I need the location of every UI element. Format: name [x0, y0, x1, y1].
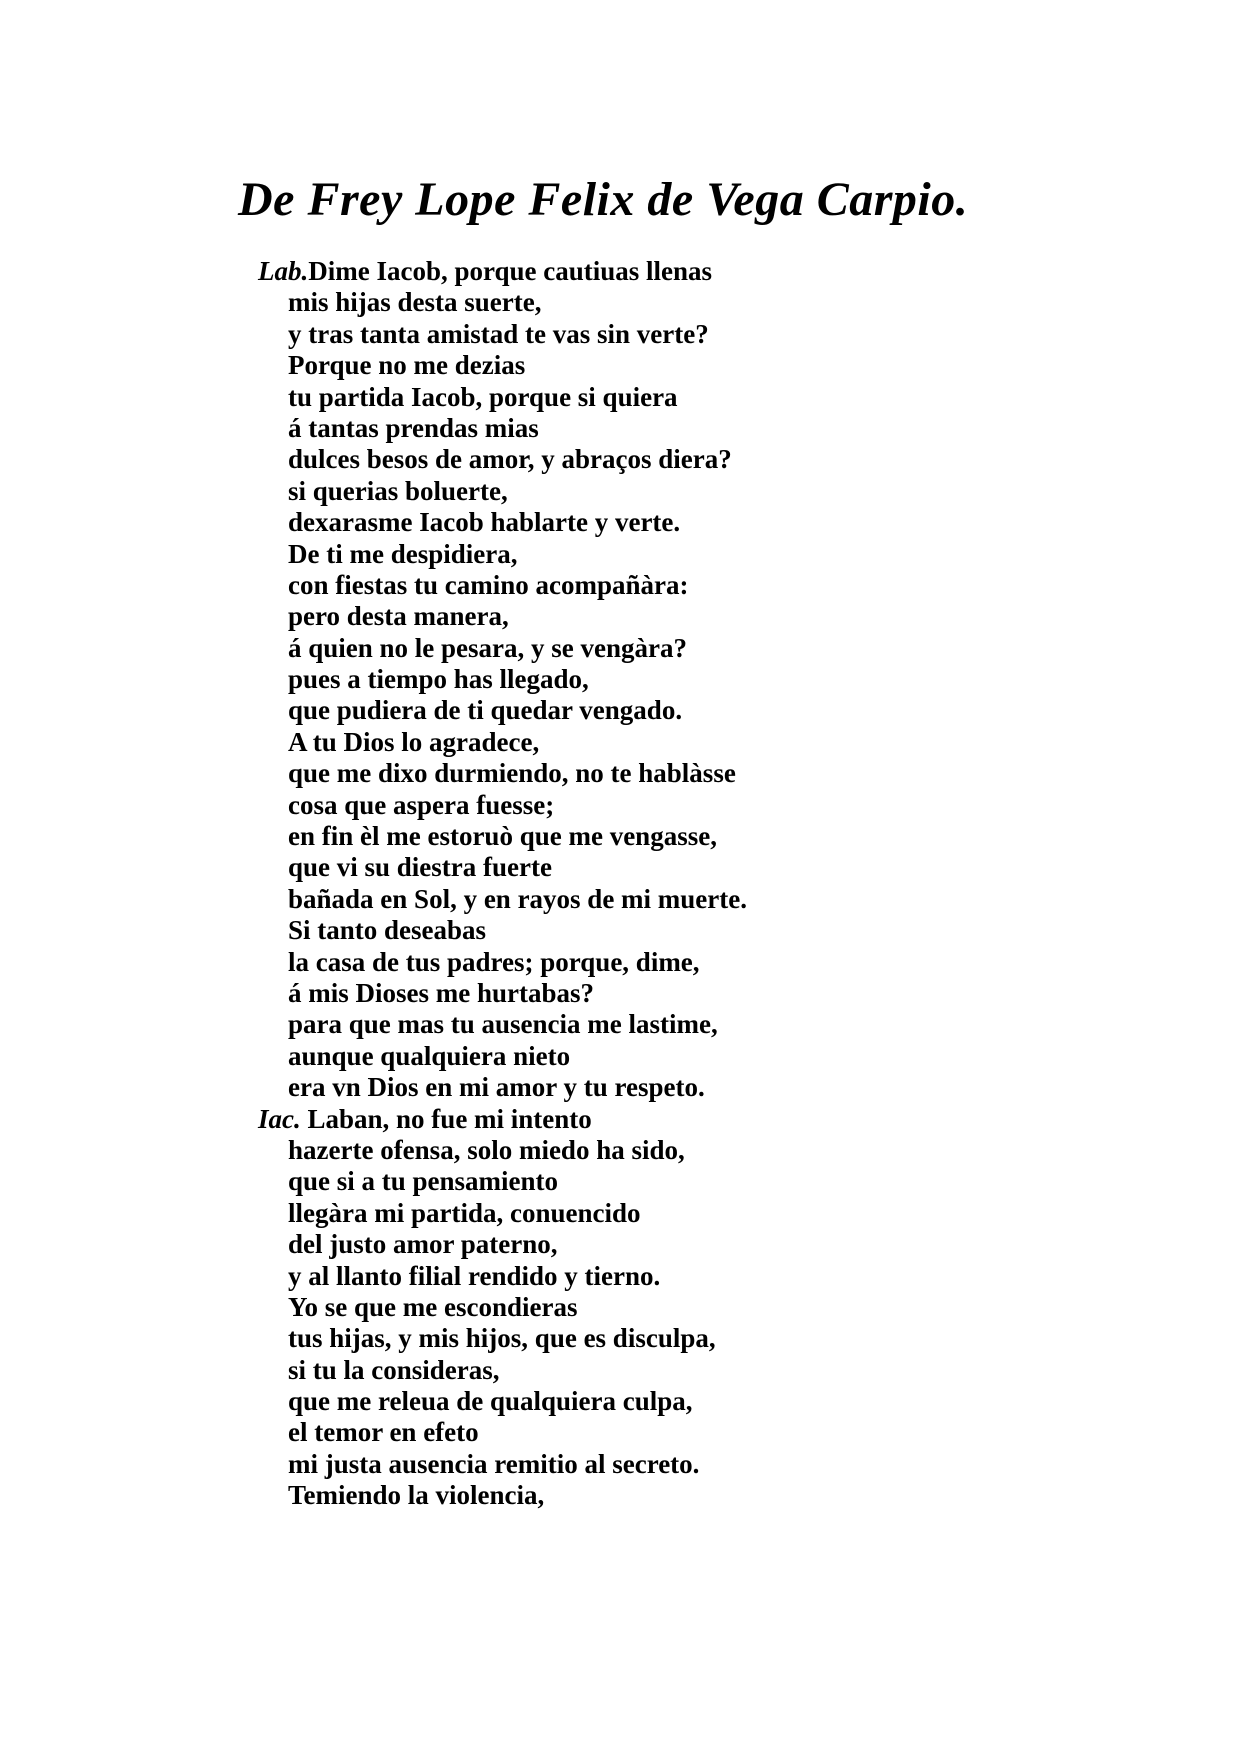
verse-line: tus hijas, y mis hijos, que es disculpa, — [288, 1323, 716, 1354]
verse-line: con fiestas tu camino acompañàra: — [288, 569, 689, 600]
verse-line: á mis Dioses me hurtabas? — [288, 977, 595, 1008]
verse-line: que pudiera de ti quedar vengado. — [288, 695, 683, 726]
verse-line: mis hijas desta suerte, — [288, 287, 542, 318]
verse-line: para que mas tu ausencia me lastime, — [288, 1009, 718, 1040]
verse-line-text: Dime Iacob, porque cautiuas llenas — [308, 256, 713, 286]
verse-line: que me dixo durmiendo, no te hablàsse — [288, 758, 736, 789]
verse-line: que vi su diestra fuerte — [288, 852, 552, 883]
speaker-label: Iac. — [258, 1103, 301, 1134]
verse-line: en fin èl me estoruò que me vengasse, — [288, 821, 717, 852]
verse-line: Si tanto deseabas — [288, 915, 487, 946]
verse-line: aunque qualquiera nieto — [288, 1040, 571, 1071]
verse-line: á quien no le pesara, y se vengàra? — [288, 632, 688, 663]
verse-line: cosa que aspera fuesse; — [288, 789, 555, 820]
verse-line: del justo amor paterno, — [288, 1229, 558, 1260]
verse-line: si tu la consideras, — [288, 1354, 500, 1385]
verse-line: Temiendo la violencia, — [288, 1480, 545, 1511]
verse-line: á tantas prendas mias — [288, 412, 539, 443]
verse-line-text: Laban, no fue mi intento — [307, 1103, 592, 1134]
verse-line: y tras tanta amistad te vas sin verte? — [288, 318, 709, 349]
verse-line: llegàra mi partida, conuencido — [288, 1197, 641, 1228]
verse-line — [258, 256, 1188, 287]
verse-line: que me releua de qualquiera culpa, — [288, 1386, 693, 1417]
verse-line: bañada en Sol, y en rayos de mi muerte. — [288, 883, 747, 914]
verse-line: dulces besos de amor, y abraços diera? — [288, 444, 732, 475]
verse-line: mi justa ausencia remitio al secreto. — [288, 1448, 700, 1479]
verse-line: A tu Dios lo agradece, — [288, 726, 540, 757]
verse-line: la casa de tus padres; porque, dime, — [288, 946, 700, 977]
verse-line — [258, 1104, 1188, 1135]
verse-line: De ti me despidiera, — [288, 538, 518, 569]
verse-line: y al llanto filial rendido y tierno. — [288, 1260, 661, 1291]
verse-line: pero desta manera, — [288, 601, 509, 632]
verse-text — [258, 256, 1188, 1512]
verse-line: tu partida Iacob, porque si quiera — [288, 381, 678, 412]
verse-line: dexarasme Iacob hablarte y verte. — [288, 507, 681, 538]
verse-line: era vn Dios en mi amor y tu respeto. — [288, 1072, 705, 1103]
verse-line: pues a tiempo has llegado, — [288, 664, 589, 695]
verse-line: hazerte ofensa, solo miedo ha sido, — [288, 1134, 685, 1165]
verse-line: Yo se que me escondieras — [288, 1291, 578, 1322]
verse-line: el temor en efeto — [288, 1417, 479, 1448]
verse-line: que si a tu pensamiento — [288, 1166, 559, 1197]
verse-line: si querias boluerte, — [288, 475, 508, 506]
verse-line: Porque no me dezias — [288, 350, 526, 381]
speaker-label: Lab. — [258, 256, 309, 286]
running-head: De Frey Lope Felix de Vega Carpio. — [238, 173, 969, 226]
